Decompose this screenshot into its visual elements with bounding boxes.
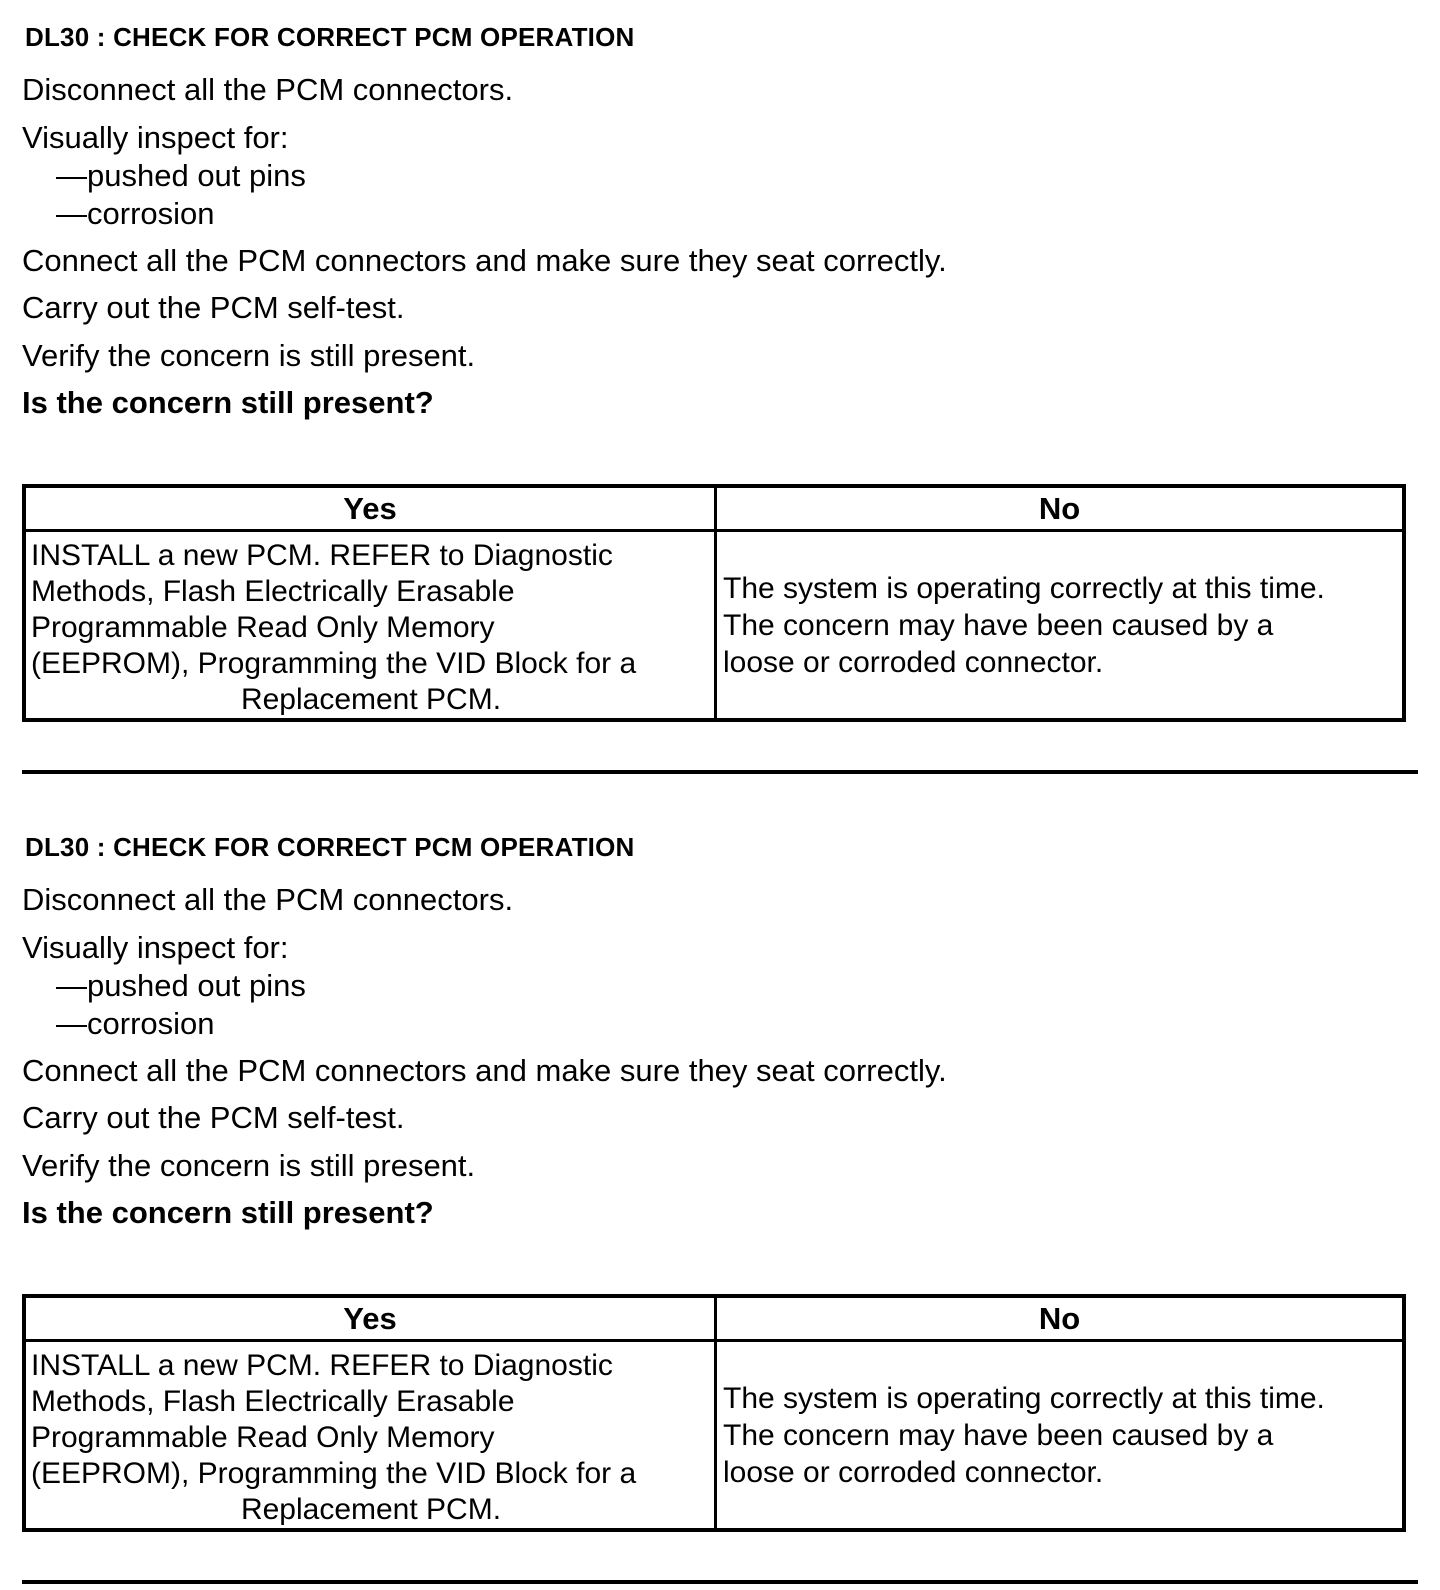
instruction-disconnect: Disconnect all the PCM connectors. (22, 72, 514, 107)
yes-text-line: Methods, Flash Electrically Erasable (31, 575, 515, 608)
yes-text-line: INSTALL a new PCM. REFER to Diagnostic (31, 539, 613, 572)
instruction-inspect: Visually inspect for: (22, 930, 289, 965)
yes-text-line: Methods, Flash Electrically Erasable (31, 1385, 515, 1418)
step-heading: DL30 : CHECK FOR CORRECT PCM OPERATION (25, 832, 635, 862)
yes-cell (31, 538, 711, 718)
inspect-item-pushed-out-pins: —pushed out pins (56, 968, 306, 1003)
inspect-item-corrosion: —corrosion (56, 1006, 215, 1041)
no-text-line: The concern may have been caused by a (723, 608, 1274, 642)
instruction-verify: Verify the concern is still present. (22, 1148, 476, 1183)
instruction-connect: Connect all the PCM connectors and make sure they seat correctly. (22, 243, 947, 278)
step-question: Is the concern still present? (22, 385, 434, 420)
yes-header: Yes (343, 491, 397, 526)
yes-text-line: Replacement PCM. (240, 1493, 502, 1526)
yes-no-table (22, 484, 1406, 722)
no-header: No (1038, 1301, 1081, 1336)
section-divider (22, 1580, 1418, 1584)
instruction-inspect: Visually inspect for: (22, 120, 289, 155)
yes-text-line: Programmable Read Only Memory (31, 611, 495, 644)
instruction-verify: Verify the concern is still present. (22, 338, 476, 373)
no-header: No (1038, 491, 1081, 526)
section-divider (22, 770, 1418, 774)
yes-cell (31, 1348, 711, 1528)
instruction-connect: Connect all the PCM connectors and make sure they seat correctly. (22, 1053, 947, 1088)
instruction-self-test: Carry out the PCM self-test. (22, 290, 405, 325)
yes-text-line: Replacement PCM. (240, 683, 502, 716)
yes-no-table (22, 1294, 1406, 1532)
yes-text-line: (EEPROM), Programming the VID Block for a (31, 647, 637, 680)
no-cell (723, 532, 1398, 718)
no-text-line: The system is operating correctly at this time. (723, 1381, 1325, 1415)
yes-text-line: Programmable Read Only Memory (31, 1421, 495, 1454)
inspect-item-corrosion: —corrosion (56, 196, 215, 231)
instruction-self-test: Carry out the PCM self-test. (22, 1100, 405, 1135)
diagnostic-step-1 (0, 0, 1440, 780)
inspect-item-pushed-out-pins: —pushed out pins (56, 158, 306, 193)
no-text-line: The concern may have been caused by a (723, 1418, 1274, 1452)
step-heading: DL30 : CHECK FOR CORRECT PCM OPERATION (25, 22, 635, 52)
yes-text-line: (EEPROM), Programming the VID Block for a (31, 1457, 637, 1490)
diagnostic-step-2 (0, 810, 1440, 1590)
no-text-line: loose or corroded connector. (723, 645, 1104, 679)
yes-text-line: INSTALL a new PCM. REFER to Diagnostic (31, 1349, 613, 1382)
step-question: Is the concern still present? (22, 1195, 434, 1230)
no-text-line: The system is operating correctly at this time. (723, 571, 1325, 605)
yes-header: Yes (343, 1301, 397, 1336)
no-cell (723, 1342, 1398, 1528)
instruction-disconnect: Disconnect all the PCM connectors. (22, 882, 514, 917)
no-text-line: loose or corroded connector. (723, 1455, 1104, 1489)
